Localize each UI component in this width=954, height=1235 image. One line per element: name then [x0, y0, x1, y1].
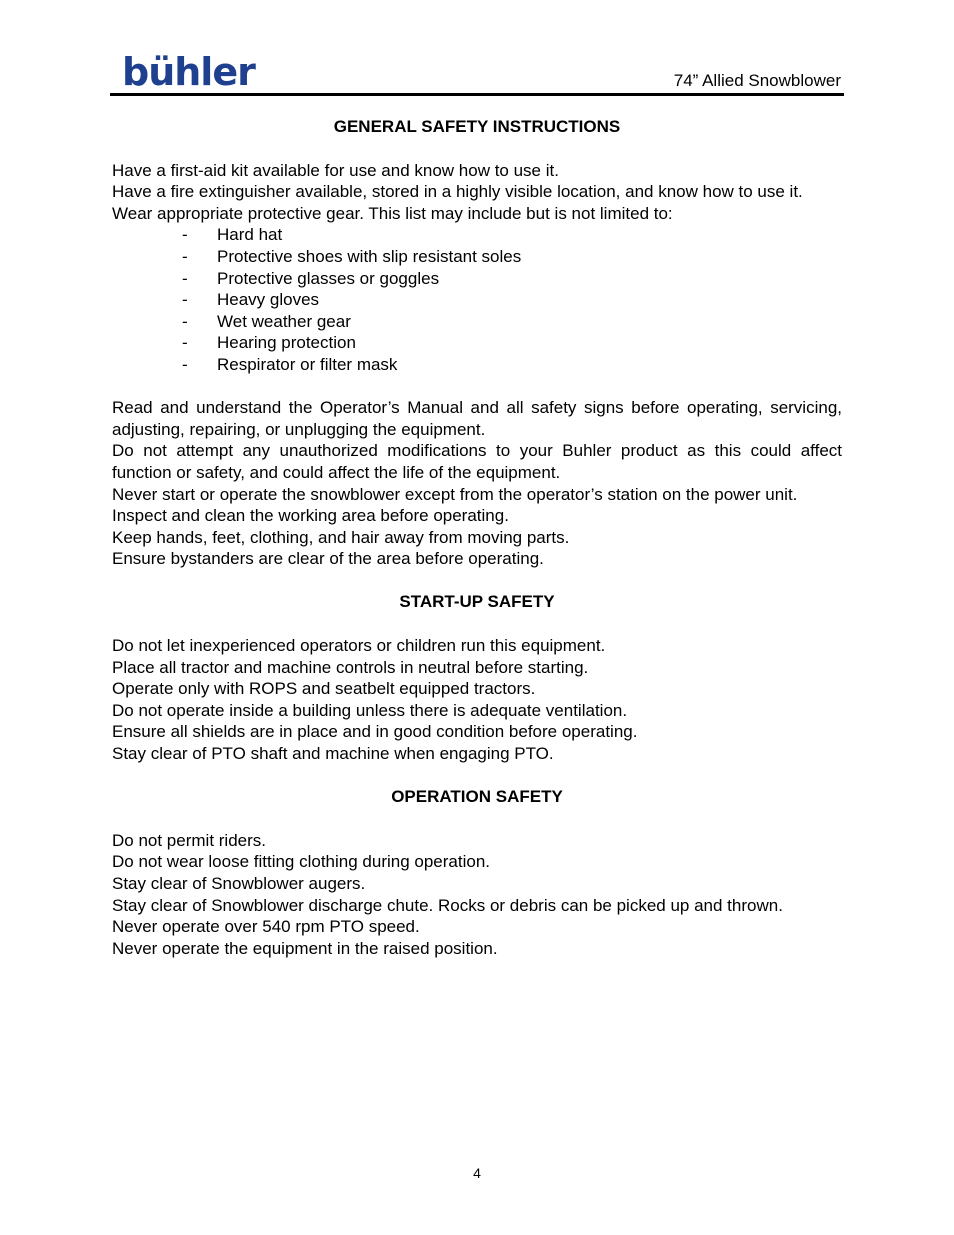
bullet-dash: -	[182, 311, 188, 331]
spacer	[112, 765, 842, 787]
spacer	[112, 138, 842, 160]
section-title-operation: OPERATION SAFETY	[391, 787, 563, 807]
startup-rule: Stay clear of PTO shaft and machine when engaging PTO.	[112, 744, 554, 764]
operation-rule: Stay clear of Snowblower augers.	[112, 874, 366, 893]
section-title-startup: START-UP SAFETY	[399, 592, 555, 612]
general-rule: Never start or operate the snowblower except from the operator’s station on the power unit.	[112, 484, 798, 504]
page-header	[110, 52, 844, 96]
list-item-text: Protective shoes with slip resistant soles	[217, 246, 522, 266]
spacer	[112, 376, 842, 398]
header-rule	[110, 93, 844, 96]
protective-gear-list	[112, 224, 842, 375]
list-item	[112, 311, 842, 333]
document-title: 74” Allied Snowblower	[673, 71, 841, 90]
list-item	[112, 246, 842, 268]
operation-rule: Do not permit riders.	[112, 830, 266, 850]
list-item	[112, 289, 842, 311]
general-intro-line: Wear appropriate protective gear. This list may include but is not limited to:	[112, 203, 673, 223]
operation-rule: Do not wear loose fitting clothing during operation.	[112, 852, 491, 872]
list-item-text: Heavy gloves	[217, 290, 320, 310]
startup-rule: Do not let inexperienced operators or children run this equipment.	[112, 636, 606, 656]
general-rule: Read and understand the Operator’s Manual and all safety signs before operating, servicing, adjusting, repairing, or unplugging the equipment.	[112, 398, 842, 439]
bullet-dash: -	[182, 246, 188, 266]
general-rule: Ensure bystanders are clear of the area before operating.	[112, 549, 544, 569]
list-item	[112, 224, 842, 246]
bullet-dash: -	[182, 354, 188, 374]
page-number: 4	[473, 1165, 481, 1181]
bullet-dash: -	[182, 225, 188, 245]
spacer	[112, 570, 842, 592]
spacer	[112, 808, 842, 830]
spacer	[112, 613, 842, 635]
list-item-text: Hard hat	[217, 225, 283, 245]
bullet-dash: -	[182, 333, 188, 353]
list-item-text: Protective glasses or goggles	[217, 268, 440, 288]
general-rule: Do not attempt any unauthorized modifications to your Buhler product as this could affect function or safety, and could affect the life of the equipment.	[112, 441, 842, 482]
list-item	[112, 332, 842, 354]
startup-rule: Ensure all shields are in place and in good condition before operating.	[112, 722, 638, 742]
operation-rule: Stay clear of Snowblower discharge chute. Rocks or debris can be picked up and thrown.	[112, 895, 783, 915]
general-rule: Inspect and clean the working area before operating.	[112, 506, 509, 526]
bullet-dash: -	[182, 268, 188, 288]
list-item	[112, 268, 842, 290]
general-intro-line: Have a first-aid kit available for use and know how to use it.	[112, 160, 559, 180]
operation-rule: Never operate the equipment in the raised position.	[112, 938, 498, 958]
startup-rule: Do not operate inside a building unless there is adequate ventilation.	[112, 700, 628, 720]
operation-rule: Never operate over 540 rpm PTO speed.	[112, 917, 420, 937]
list-item-text: Wet weather gear	[217, 311, 351, 331]
list-item-text: Respirator or filter mask	[217, 354, 398, 374]
buhler-logo: bühler	[122, 50, 255, 94]
startup-rule: Operate only with ROPS and seatbelt equipped tractors.	[112, 679, 536, 699]
bullet-dash: -	[182, 290, 188, 310]
general-intro-line: Have a fire extinguisher available, stored in a highly visible location, and know how to use it.	[112, 182, 803, 202]
page-content	[112, 116, 842, 959]
general-rule: Keep hands, feet, clothing, and hair away from moving parts.	[112, 527, 570, 547]
list-item-text: Hearing protection	[217, 333, 356, 353]
section-title-general: GENERAL SAFETY INSTRUCTIONS	[333, 117, 621, 136]
startup-rule: Place all tractor and machine controls in neutral before starting.	[112, 657, 589, 677]
list-item	[112, 354, 842, 376]
